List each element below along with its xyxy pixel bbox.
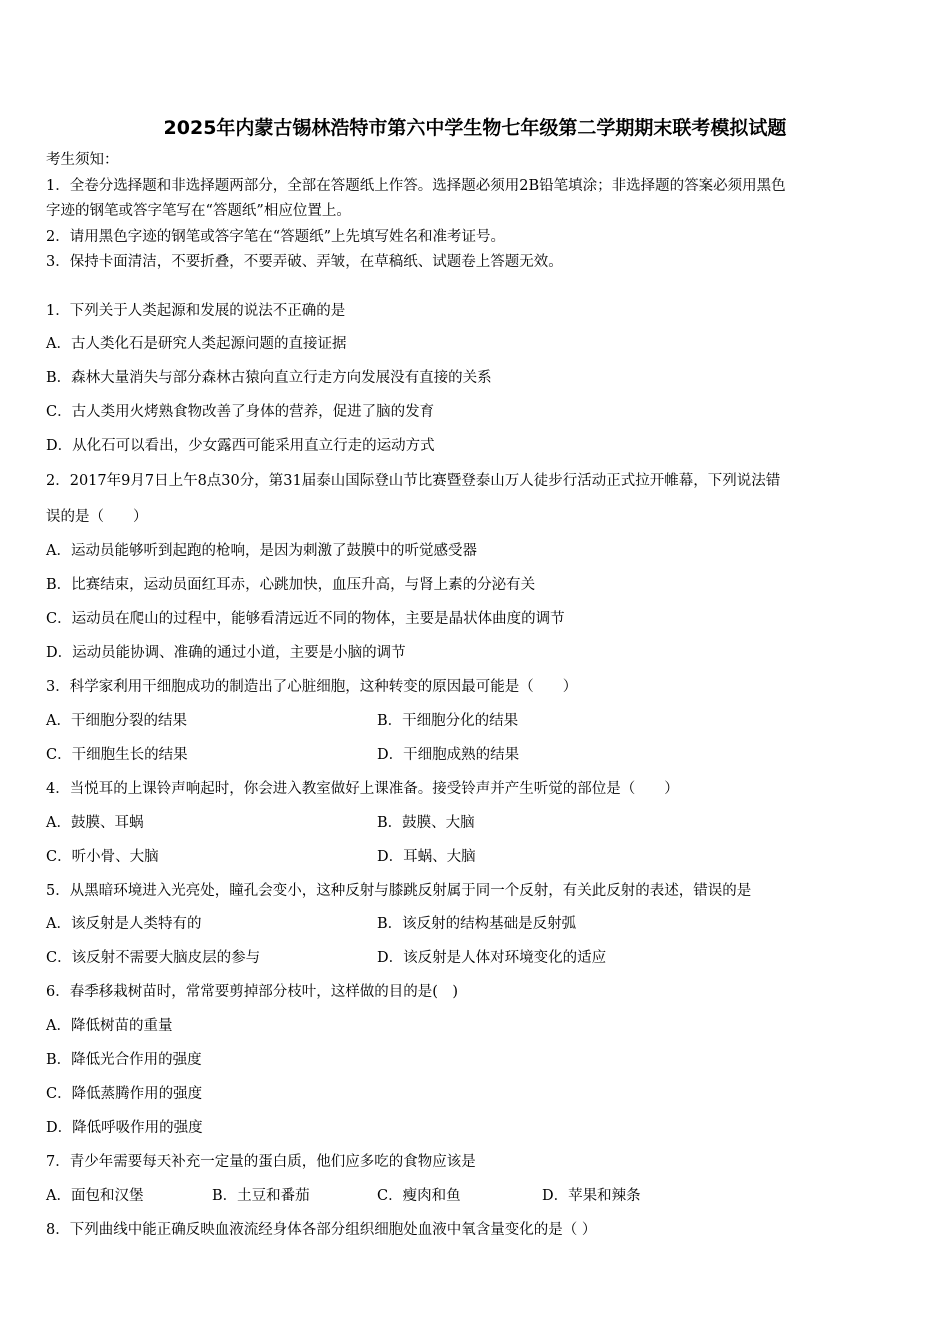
question-2-stem-cont: 误的是（ ） bbox=[46, 509, 148, 525]
question-7-option-a: A．面包和汉堡 bbox=[46, 1188, 144, 1204]
question-3-option-a: A．干细胞分裂的结果 bbox=[46, 713, 187, 729]
question-1-option-d: D．从化石可以看出，少女露西可能采用直立行走的运动方式 bbox=[46, 438, 435, 454]
question-7-option-d: D．苹果和辣条 bbox=[542, 1188, 641, 1204]
question-4-option-c: C．听小骨、大脑 bbox=[46, 849, 159, 865]
question-1-option-a: A．古人类化石是研究人类起源问题的直接证据 bbox=[46, 336, 347, 352]
notice-item: 字迹的钢笔或答字笔写在“答题纸”相应位置上。 bbox=[46, 203, 351, 219]
notice-heading: 考生须知： bbox=[46, 152, 119, 168]
question-4-option-d: D．耳蜗、大脑 bbox=[377, 849, 476, 865]
question-5-stem: 5．从黑暗环境进入光亮处，瞳孔会变小，这种反射与膝跳反射属于同一个反射，有关此反射的表述，错误的是 bbox=[46, 883, 752, 899]
question-4-stem: 4．当悦耳的上课铃声响起时，你会进入教室做好上课准备。接受铃声并产生听觉的部位是（ ） bbox=[46, 781, 679, 797]
question-6-option-a: A．降低树苗的重量 bbox=[46, 1018, 173, 1034]
question-5-option-a: A．该反射是人类特有的 bbox=[46, 916, 202, 932]
notice-item: 2．请用黑色字迹的钢笔或答字笔在“答题纸”上先填写姓名和准考证号。 bbox=[46, 229, 506, 245]
question-7-stem: 7．青少年需要每天补充一定量的蛋白质，他们应多吃的食物应该是 bbox=[46, 1154, 476, 1170]
notice-item: 3．保持卡面清洁，不要折叠，不要弄破、弄皱，在草稿纸、试题卷上答题无效。 bbox=[46, 254, 563, 270]
question-6-option-d: D．降低呼吸作用的强度 bbox=[46, 1120, 203, 1136]
question-5-option-b: B．该反射的结构基础是反射弧 bbox=[377, 916, 577, 932]
question-3-option-b: B．干细胞分化的结果 bbox=[377, 713, 519, 729]
question-2-option-b: B．比赛结束，运动员面红耳赤，心跳加快，血压升高，与肾上素的分泌有关 bbox=[46, 577, 536, 593]
question-1-option-b: B．森林大量消失与部分森林古猿向直立行走方向发展没有直接的关系 bbox=[46, 370, 492, 386]
question-4-option-b: B．鼓膜、大脑 bbox=[377, 815, 475, 831]
question-8-stem: 8．下列曲线中能正确反映血液流经身体各部分组织细胞处血液中氧含量变化的是（ ） bbox=[46, 1222, 597, 1238]
question-3-option-c: C．干细胞生长的结果 bbox=[46, 747, 188, 763]
question-3-option-d: D．干细胞成熟的结果 bbox=[377, 747, 520, 763]
question-6-option-b: B．降低光合作用的强度 bbox=[46, 1052, 202, 1068]
question-5-option-c: C．该反射不需要大脑皮层的参与 bbox=[46, 950, 261, 966]
notice-item: 1．全卷分选择题和非选择题两部分，全部在答题纸上作答。选择题必须用2B铅笔填涂；非选择题的答案必须用黑色 bbox=[46, 178, 786, 194]
question-4-option-a: A．鼓膜、耳蜗 bbox=[46, 815, 144, 831]
question-3-stem: 3．科学家利用干细胞成功的制造出了心脏细胞，这种转变的原因最可能是（ ） bbox=[46, 679, 578, 695]
question-1-stem: 1．下列关于人类起源和发展的说法不正确的是 bbox=[46, 303, 346, 319]
question-7-option-c: C．瘦肉和鱼 bbox=[377, 1188, 461, 1204]
question-6-stem: 6．春季移栽树苗时，常常要剪掉部分枝叶，这样做的目的是( ) bbox=[46, 984, 459, 1000]
question-6-option-c: C．降低蒸腾作用的强度 bbox=[46, 1086, 203, 1102]
question-2-stem: 2．2017年9月7日上午8点30分，第31届泰山国际登山节比赛暨登泰山万人徒步行活动正式拉开帷幕，下列说法错 bbox=[46, 473, 781, 489]
question-2-option-c: C．运动员在爬山的过程中，能够看清远近不同的物体，主要是晶状体曲度的调节 bbox=[46, 611, 565, 627]
question-2-option-d: D．运动员能协调、准确的通过小道，主要是小脑的调节 bbox=[46, 645, 406, 661]
question-1-option-c: C．古人类用火烤熟食物改善了身体的营养，促进了脑的发育 bbox=[46, 404, 435, 420]
question-2-option-a: A．运动员能够听到起跑的枪响，是因为刺激了鼓膜中的听觉感受器 bbox=[46, 543, 477, 559]
page-title: 2025年内蒙古锡林浩特市第六中学生物七年级第二学期期末联考模拟试题 bbox=[163, 117, 787, 139]
question-5-option-d: D．该反射是人体对环境变化的适应 bbox=[377, 950, 607, 966]
question-7-option-b: B．土豆和番茄 bbox=[212, 1188, 310, 1204]
